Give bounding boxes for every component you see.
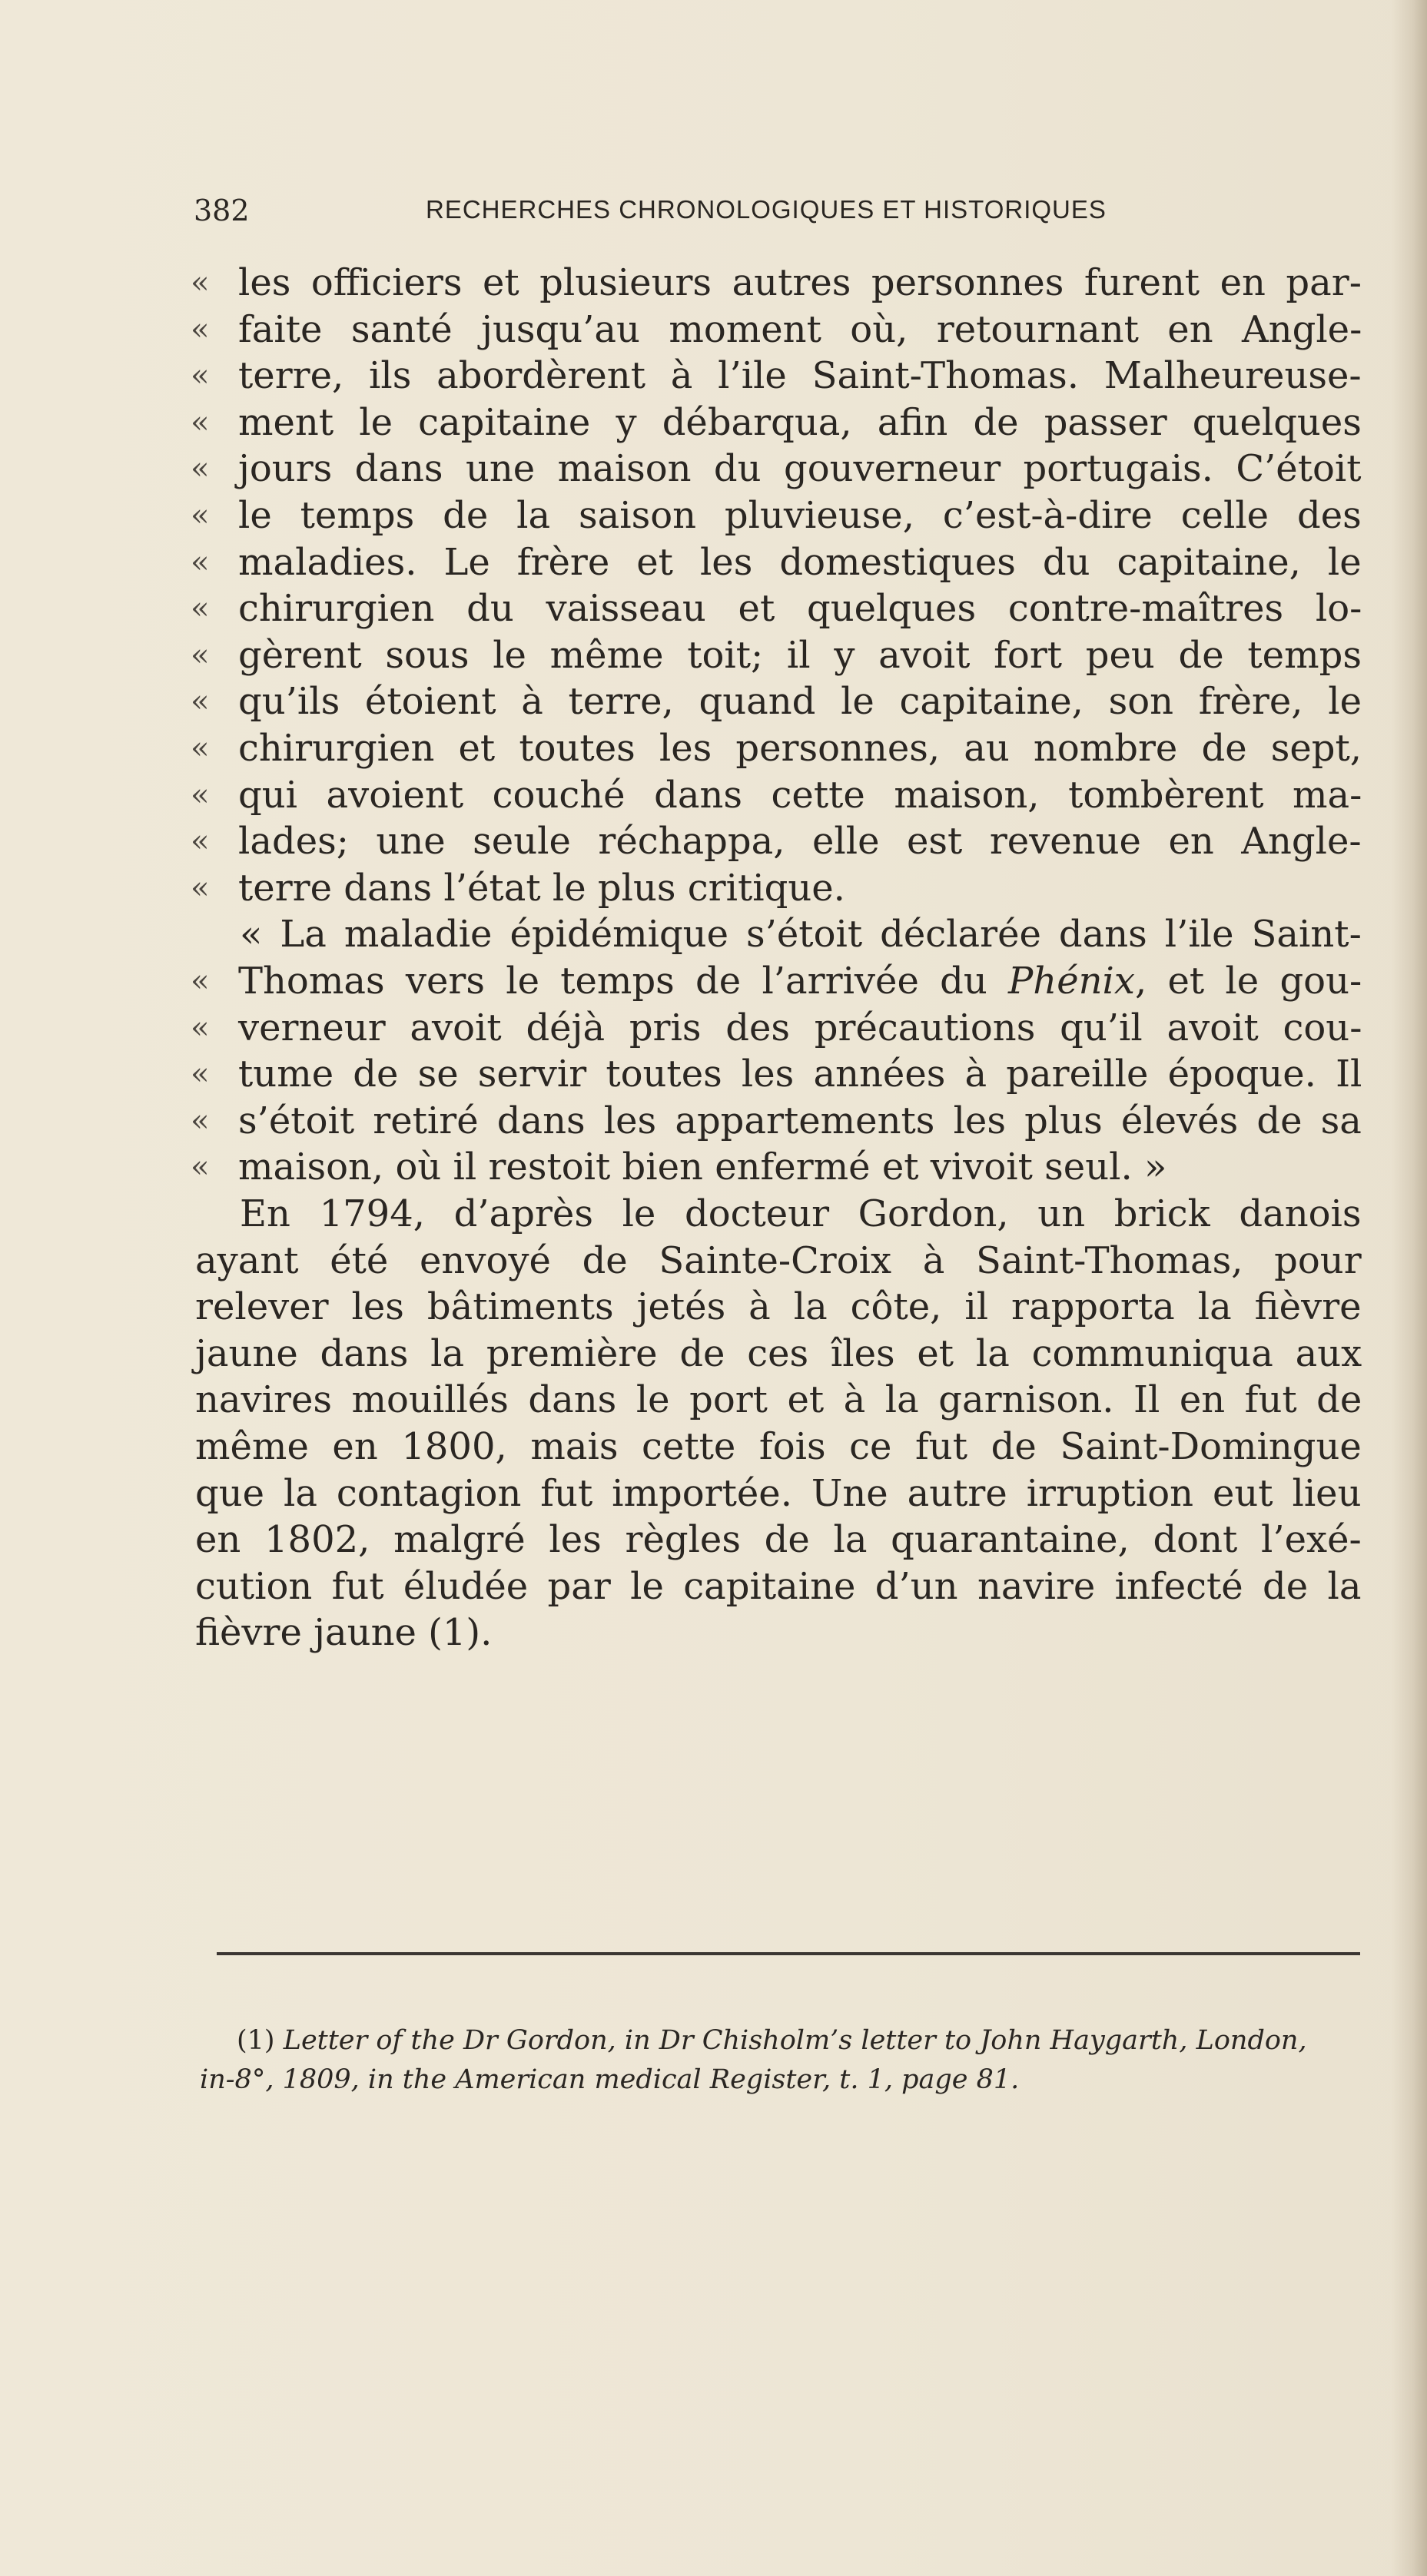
quote-mark: « (191, 591, 210, 627)
text-line: Thomas vers le temps de l’arrivée du Phénix, et le gou- (238, 960, 1362, 1003)
text-line: cution fut éludée par le capitaine d’un navire infecté de la (195, 1564, 1362, 1608)
footnote-line-2: in-8°, 1809, in the American medical Register, t. 1, page 81. (200, 2064, 1020, 2095)
footnote-line-1 (237, 2021, 1307, 2060)
page-header (194, 194, 1193, 240)
text-line: fièvre jaune (1). (195, 1611, 493, 1655)
text-line: verneur avoit déjà pris des précautions qu’il avoit cou- (238, 1006, 1362, 1049)
footnote-citation: Letter of the Dr Gordon, in Dr Chisholm’s letter to John Haygarth, London, (283, 2025, 1307, 2056)
quote-mark: « (191, 498, 210, 533)
text-line: ment le capitaine y débarqua, afin de passer quelques (238, 400, 1362, 444)
quote-mark: « (191, 684, 210, 720)
text-line: terre dans l’état le plus critique. (238, 866, 845, 910)
quote-mark: « (191, 404, 210, 440)
text-line: qu’ils étoient à terre, quand le capitaine, son frère, le (238, 680, 1362, 724)
text-line: lades; une seule réchappa, elle est revenue en Angle- (238, 820, 1362, 864)
text-line: jours dans une maison du gouverneur portugais. C’étoit (238, 447, 1362, 491)
text-line: maison, où il restoit bien enfermé et vivoit seul. » (238, 1145, 1167, 1189)
text-line: s’étoit retiré dans les appartements les plus élevés de sa (238, 1099, 1362, 1142)
quote-mark: « (191, 963, 210, 999)
quote-mark: « (191, 1149, 210, 1185)
text-line: même en 1800, mais cette fois ce fut de Saint-Domingue (195, 1425, 1362, 1468)
text-line: En 1794, d’après le docteur Gordon, un brick danois (240, 1192, 1362, 1235)
quote-mark: « (191, 637, 210, 673)
page-edge-shadow (1392, 0, 1427, 2576)
text-line: terre, ils abordèrent à l’ile Saint-Thomas. Malheureuse- (238, 354, 1362, 398)
quote-mark: « (191, 265, 210, 300)
text-line: tume de se servir toutes les années à pareille époque. Il (238, 1053, 1362, 1096)
quote-mark: « (191, 1102, 210, 1139)
text-line: jaune dans la première de ces îles et la communiqua aux (195, 1331, 1362, 1375)
text-line: gèrent sous le même toit; il y avoit fort peu de temps (238, 633, 1362, 677)
footnote-number: (1) (237, 2025, 275, 2056)
quote-mark: « (191, 311, 210, 347)
text-line: en 1802, malgré les règles de la quarantaine, dont l’exé- (195, 1518, 1362, 1562)
text-line: les officiers et plusieurs autres personnes furent en par- (238, 261, 1362, 304)
page-number: 382 (194, 194, 250, 227)
text-line: chirurgien et toutes les personnes, au nombre de sept, (238, 727, 1362, 770)
ship-name: Phénix (1008, 960, 1135, 1003)
quote-mark: « (191, 1056, 210, 1092)
quote-mark: « (191, 777, 210, 813)
footnote-separator-rule (217, 1952, 1360, 1955)
text-line: relever les bâtiments jetés à la côte, il rapporta la fièvre (195, 1285, 1362, 1329)
text-line: faite santé jusqu’au moment où, retournant en Angle- (238, 307, 1362, 351)
text-line: maladies. Le frère et les domestiques du capitaine, le (238, 540, 1362, 584)
quote-mark: « (191, 1010, 210, 1046)
text-line: ayant été envoyé de Sainte-Croix à Saint-Thomas, pour (195, 1238, 1362, 1282)
quote-mark: « (191, 358, 210, 394)
text-line: que la contagion fut importée. Une autre irruption eut lieu (195, 1471, 1362, 1515)
quote-mark: « (191, 870, 210, 906)
text-line: qui avoient couché dans cette maison, tombèrent ma- (238, 773, 1362, 817)
text-line: chirurgien du vaisseau et quelques contre-maîtres lo- (238, 587, 1362, 631)
quote-mark: « (191, 451, 210, 487)
quote-mark: « (191, 544, 210, 580)
running-title: RECHERCHES CHRONOLOGIQUES ET HISTORIQUES (426, 195, 1107, 224)
text-line: « La maladie épidémique s’étoit déclarée dans l’ile Saint- (240, 913, 1362, 956)
text-line: le temps de la saison pluvieuse, c’est-à-dire celle des (238, 494, 1362, 537)
quote-mark: « (191, 731, 210, 766)
text-line: navires mouillés dans le port et à la garnison. Il en fut de (195, 1378, 1362, 1422)
quote-mark: « (191, 824, 210, 860)
